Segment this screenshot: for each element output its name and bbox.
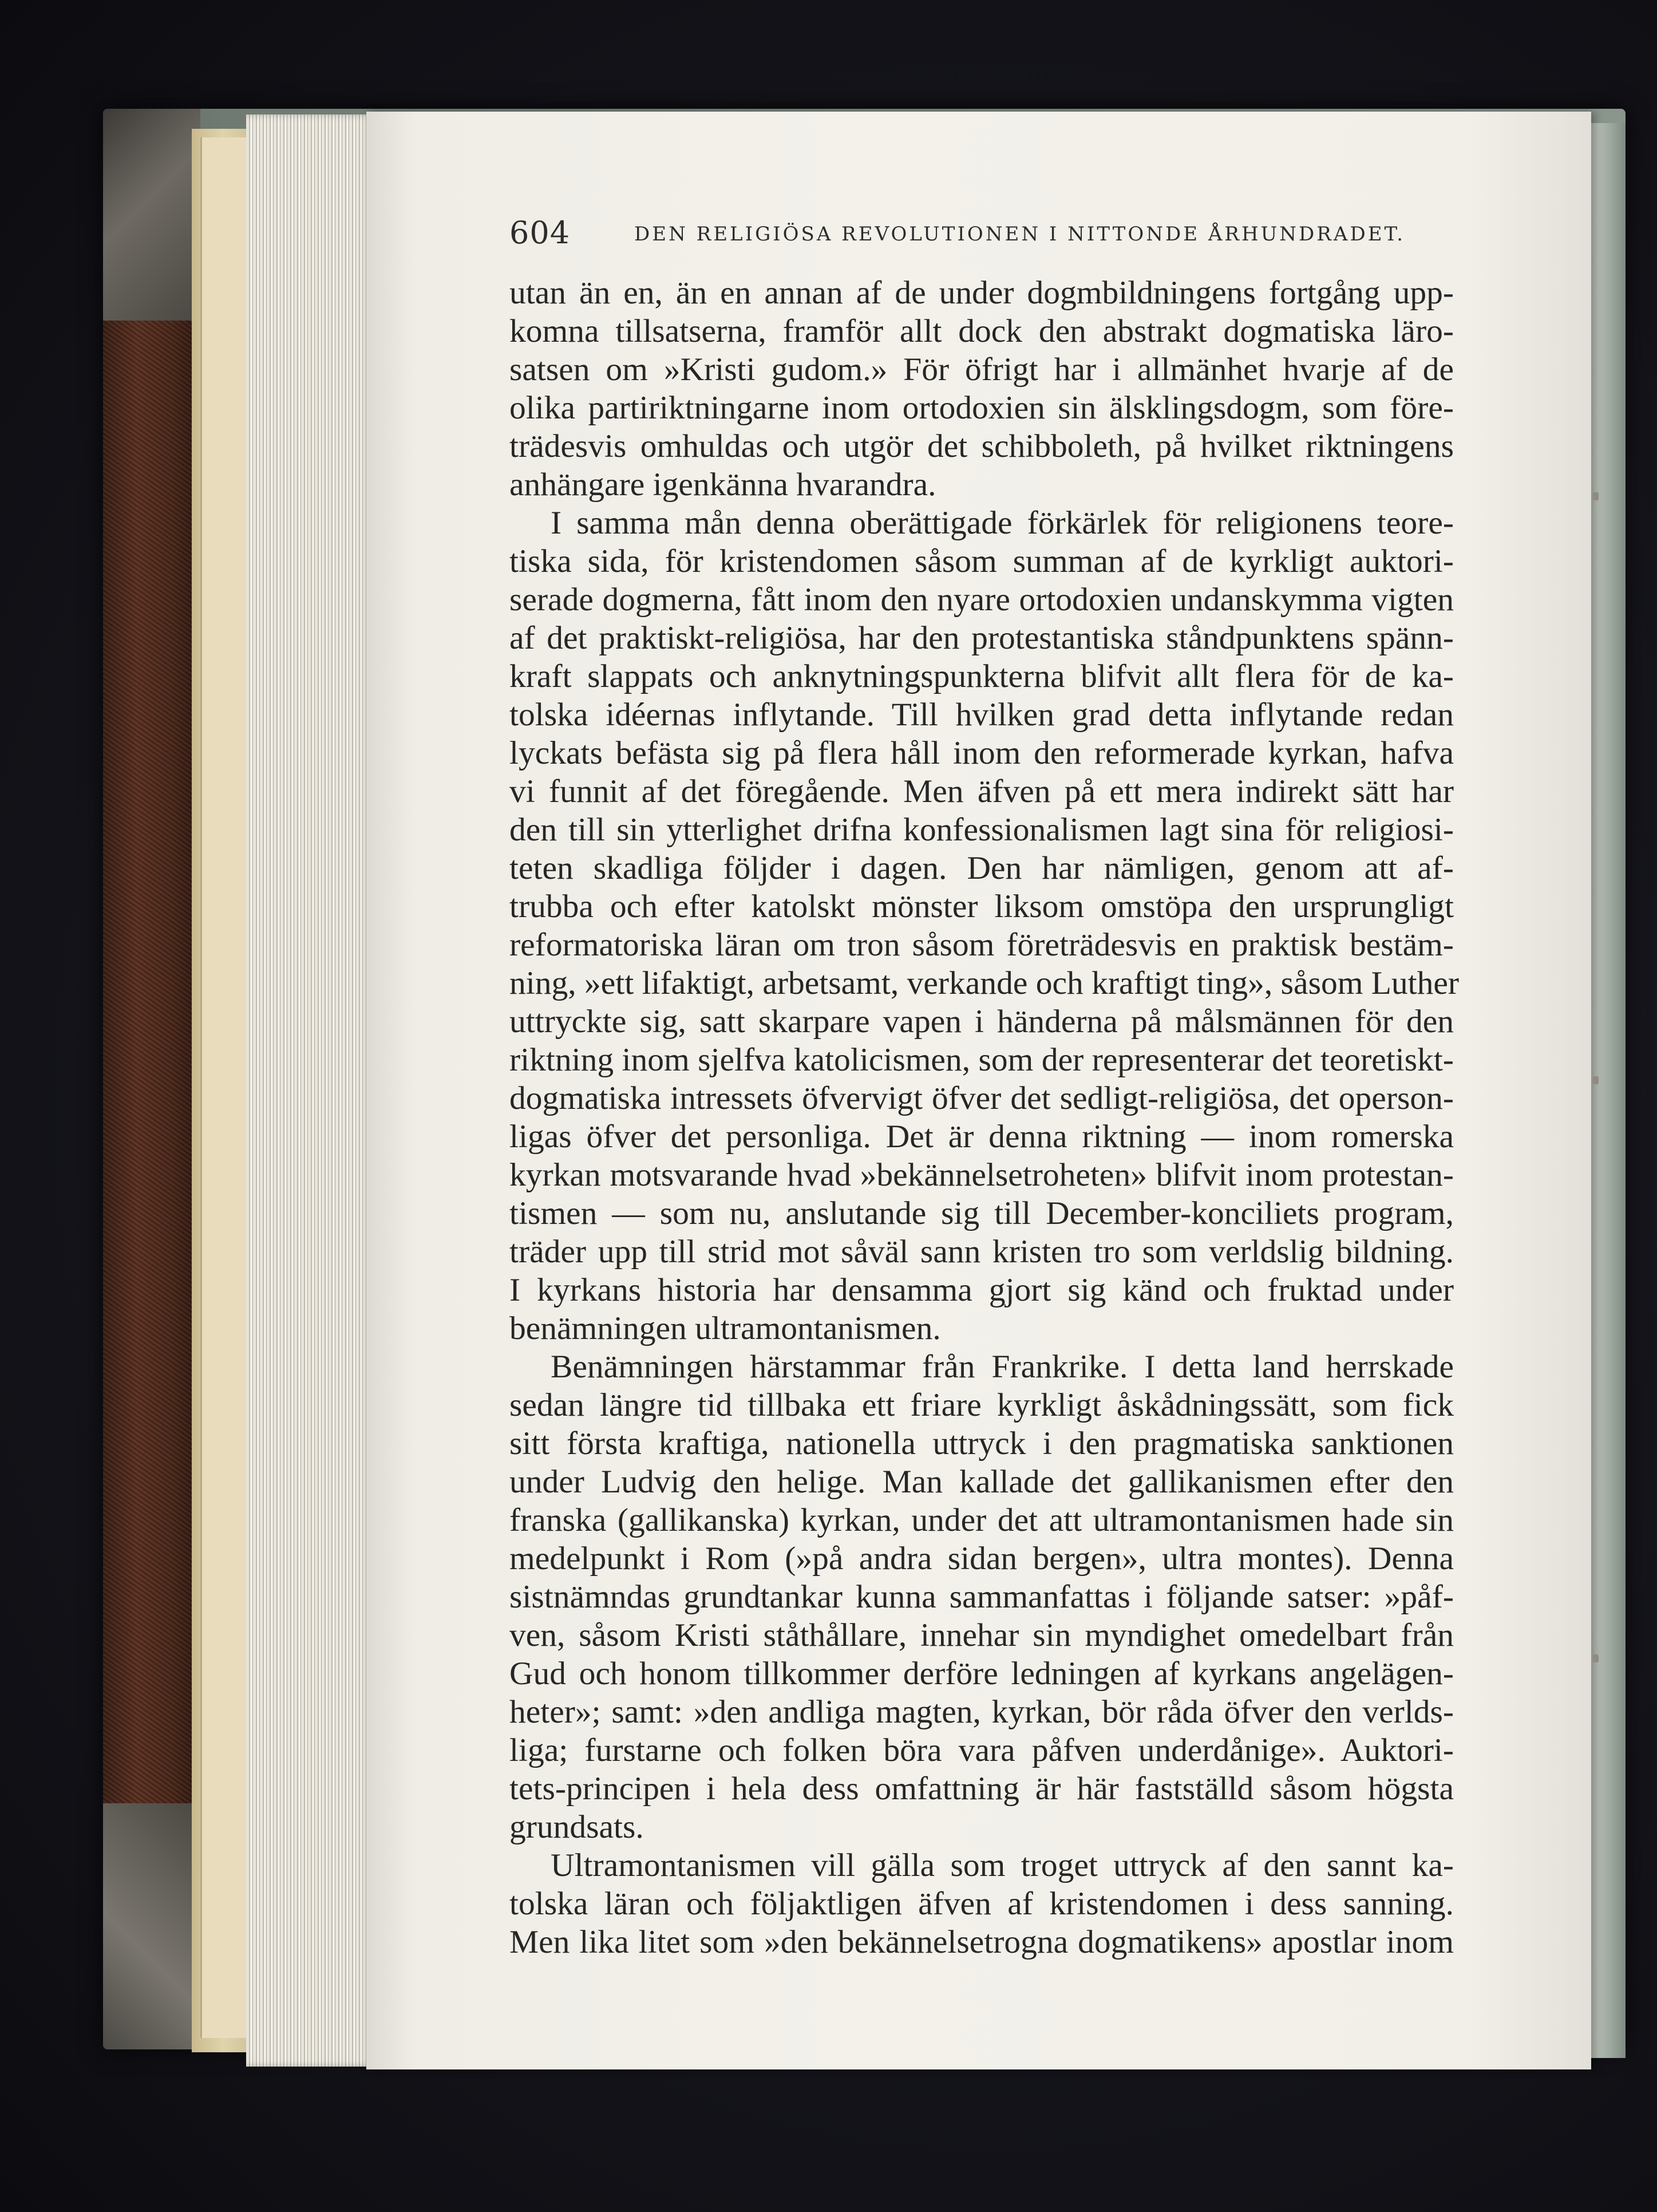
text-line: sistnämndas grundtankar kunna sammanfattas i följande satser: »påf-: [509, 1579, 1454, 1615]
text-line: tolska läran och följaktligen äfven af kristendomen i dess sanning.: [509, 1886, 1454, 1922]
running-head: [509, 215, 1505, 260]
text-line: trädesvis omhuldas och utgör det schibboleth, på hvilket riktningens: [509, 428, 1454, 464]
text-line: grundsats.: [509, 1809, 644, 1845]
text-line: satsen om »Kristi gudom.» För öfrigt har i allmänhet hvarje af de: [509, 351, 1454, 388]
text-line: I kyrkans historia har densamma gjort sig känd och fruktad under: [509, 1272, 1454, 1308]
text-line: serade dogmerna, fått inom den nyare ortodoxien undanskymma vigten: [509, 582, 1454, 618]
text-line: reformatoriska läran om tron såsom företrädesvis en praktisk bestäm-: [509, 927, 1454, 963]
text-line: ven, såsom Kristi ståthållare, innehar sin myndighet omedelbart från: [509, 1617, 1454, 1653]
text-line: lyckats befästa sig på flera håll inom den reformerade kyrkan, hafva: [509, 735, 1454, 771]
text-line: utan än en, än en annan af de under dogmbildningens fortgång upp-: [509, 275, 1454, 311]
text-line: teten skadliga följder i dagen. Den har nämligen, genom att af-: [509, 850, 1454, 886]
text-line: medelpunkt i Rom (»på andra sidan bergen», ultra montes). Denna: [509, 1540, 1454, 1577]
text-line: Men lika litet som »den bekännelsetrogna dogmatikens» apostlar inom: [509, 1924, 1454, 1960]
page-number: 604: [509, 215, 571, 251]
text-line: Benämningen härstammar från Frankrike. I detta land herrskade: [551, 1349, 1454, 1385]
text-line: träder upp till strid mot såväl sann kristen tro som verldslig bildning.: [509, 1234, 1454, 1270]
text-line: Gud och honom tillkommer derföre ledningen af kyrkans angelägen-: [509, 1656, 1454, 1692]
text-line: tiska sida, för kristendomen såsom summan af de kyrkligt auktori-: [509, 543, 1454, 579]
text-line: under Ludvig den helige. Man kallade det gallikanismen efter den: [509, 1464, 1454, 1500]
text-line: ning, »ett lifaktigt, arbetsamt, verkande och kraftigt ting», såsom Luther: [509, 965, 1460, 1001]
cover-corner-bottom: [103, 1803, 200, 2049]
text-line: kyrkan motsvarande hvad »bekännelsetroheten» blifvit inom protestan-: [509, 1157, 1454, 1193]
text-line: benämningen ultramontanismen.: [509, 1310, 941, 1346]
page-edges: [246, 114, 378, 2067]
text-line: trubba och efter katolskt mönster liksom omstöpa den ursprungligt: [509, 888, 1454, 925]
text-line: uttryckte sig, satt skarpare vapen i händerna på målsmännen för den: [509, 1004, 1454, 1040]
cover-leather-spine: [103, 321, 200, 1809]
text-line: sedan längre tid tillbaka ett friare kyrkligt åskådningssätt, som fick: [509, 1387, 1454, 1423]
text-line: den till sin ytterlighet drifna konfessionalismen lagt sina för religiosi-: [509, 812, 1454, 848]
text-line: anhängare igenkänna hvarandra.: [509, 467, 936, 503]
text-line: tets-principen i hela dess omfattning är här fastställd såsom högsta: [509, 1771, 1454, 1807]
body-text: [509, 274, 1460, 1961]
text-line: Ultramontanismen vill gälla som troget uttryck af den sannt ka-: [551, 1847, 1454, 1883]
text-line: komna tillsatserna, framför allt dock den abstrakt dogmatiska läro-: [509, 313, 1454, 349]
text-line: tismen — som nu, anslutande sig till December-konciliets program,: [509, 1195, 1454, 1231]
text-line: sitt första kraftiga, nationella uttryck i den pragmatiska sanktionen: [509, 1425, 1454, 1462]
text-line: vi funnit af det föregående. Men äfven på ett mera indirekt sätt har: [509, 773, 1454, 809]
text-line: ligas öfver det personliga. Det är denna riktning — inom romerska: [509, 1119, 1454, 1155]
text-line: dogmatiska intressets öfvervigt öfver det sedligt-religiösa, det operson-: [509, 1080, 1454, 1116]
cover-corner-top: [103, 109, 200, 349]
running-title: DEN RELIGIÖSA REVOLUTIONEN I NITTONDE ÅRHUNDRADET.: [634, 223, 1406, 246]
cover-right-edge: [1591, 123, 1626, 2058]
binding-mark: [1593, 1076, 1599, 1084]
text-line: tolska idéernas inflytande. Till hvilken grad detta inflytande redan: [509, 697, 1454, 733]
text-line: heter»; samt: »den andliga magten, kyrkan, bör råda öfver den verlds-: [509, 1694, 1454, 1730]
binding-mark: [1593, 1654, 1599, 1662]
text-line: riktning inom sjelfva katolicismen, som der representerar det teoretiskt-: [509, 1042, 1454, 1078]
text-line: af det praktiskt-religiösa, har den protestantiska ståndpunktens spänn-: [509, 620, 1454, 656]
text-line: olika partiriktningarne inom ortodoxien sin älsklingsdogm, som före-: [509, 390, 1454, 426]
text-line: liga; furstarne och folken böra vara påfven underdånige». Auktori-: [509, 1732, 1454, 1768]
text-line: kraft slappats och anknytningspunkterna blifvit allt flera för de ka-: [509, 658, 1454, 694]
text-line: franska (gallikanska) kyrkan, under det att ultramontanismen hade sin: [509, 1502, 1454, 1538]
text-line: I samma mån denna oberättigade förkärlek för religionens teore-: [551, 505, 1454, 541]
binding-mark: [1593, 492, 1599, 500]
